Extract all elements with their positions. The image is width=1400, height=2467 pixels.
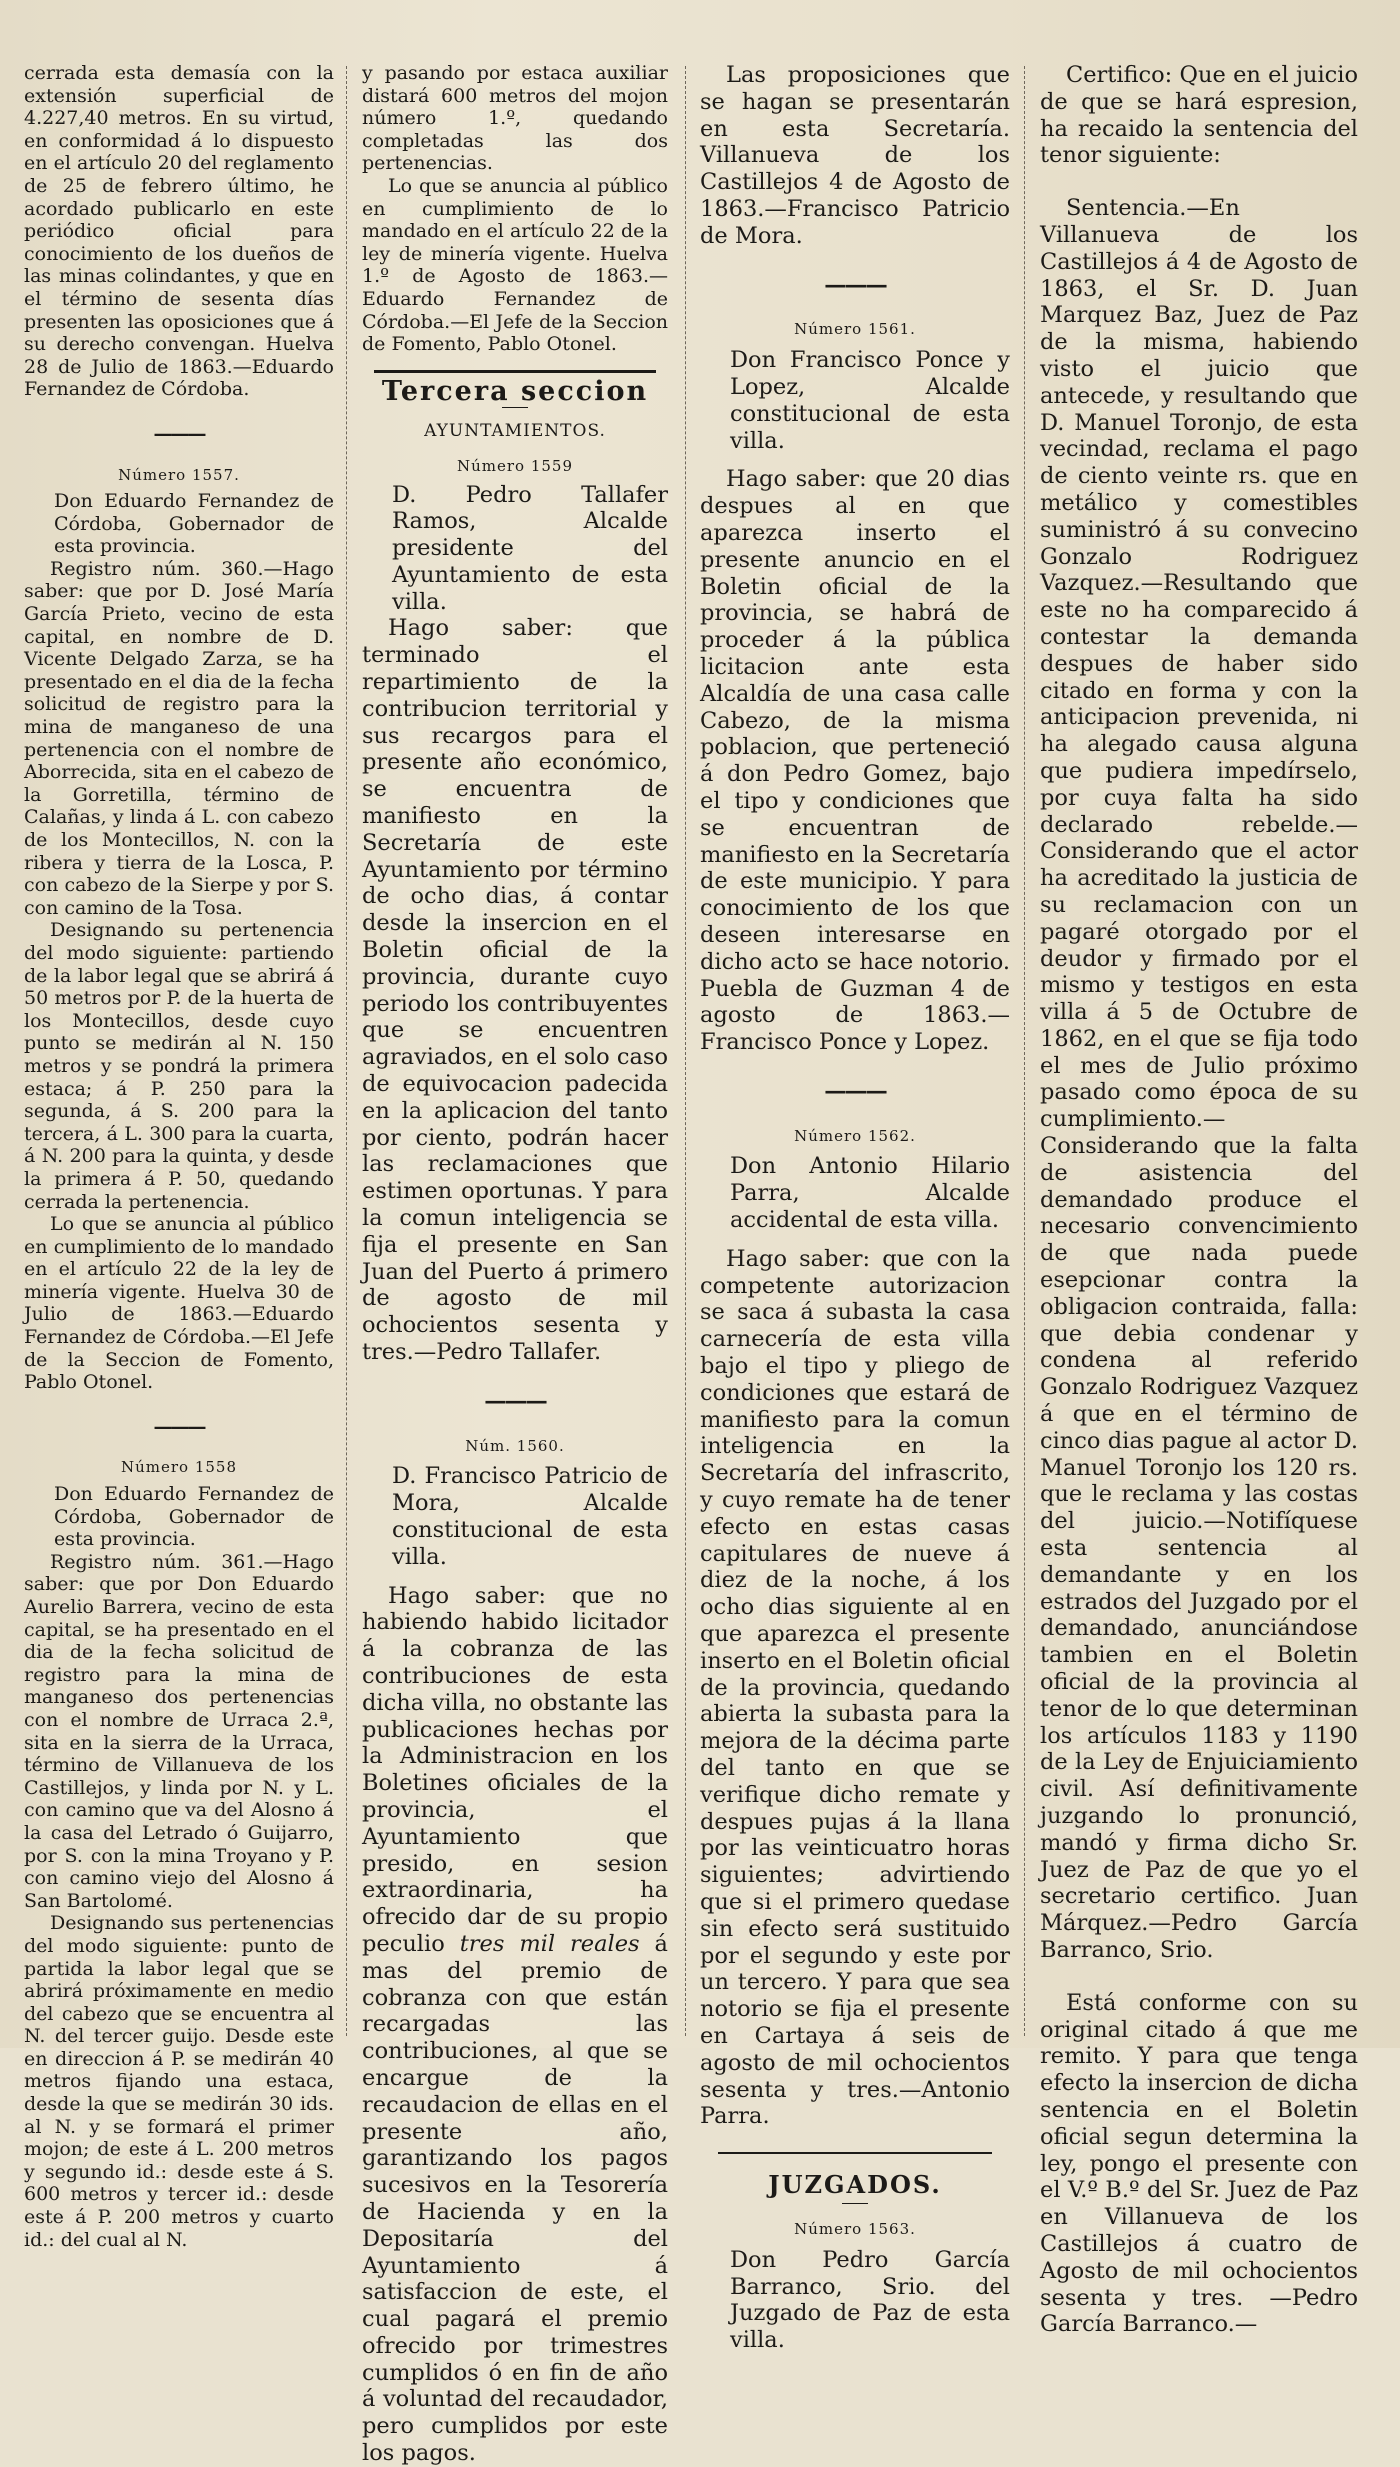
- notice-header: Don Eduardo Fernandez de Córdoba, Gobernador de esta provincia.: [54, 490, 334, 558]
- column-divider: [346, 66, 347, 2036]
- section-title: JUZGADOS.: [768, 2170, 942, 2200]
- short-rule: [502, 407, 528, 408]
- column-divider: [1024, 66, 1025, 2036]
- sentence-text: Sentencia.—En Villanueva de los Castillejos á 4 de Agosto de 1863, el Sr. D. Juan Marquez Baz, Juez de Paz de la misma, habiendo visto el juicio que antecede, y resultando que D. Manuel Toronjo, de esta vecindad, reclama el pago de ciento veinte rs. que en metálico y comestibles suministró á su convecino Gonzalo Rodriguez Vazquez.—Resultando que este no ha comparecido á contestar la demanda despues de haber sido citado en forma y con la anticipacion prevenida, ni ha alegado causa alguna que pudiera impedírselo, por cuya falta ha sido declarado rebelde.—Considerando que el actor ha acreditado la justicia de su reclamacion con un pagaré otorgado por el deudor y firmado por el mismo y testigos en esta villa á 5 de Octubre de 1862, en el que se fija todo el mes de Julio próximo pasado como época de su cumplimiento.—Considerando que la falta de asistencia del demandado produce el necesario convencimiento de que nada puede esepcionar contra la obligacion contraida, falla: que debia condenar y condena al referido Gonzalo Rodriguez Vazquez á que en el término de cinco dias pague al actor D. Manuel Toronjo los 120 rs. que le reclama y las costas del juicio.—Notifíquese esta sentencia al demandante y en los estrados del Juzgado por el demandado, anunciándose tambien en el Boletin oficial de la provincia al tenor de lo que determinan los artículos 1183 y 1190 de la Ley de Enjuiciamiento civil. Así definitivamente juzgando lo pronunció, mandó y firma dicho Sr. Juez de Paz de que yo el secretario certifico. Juan Márquez.—Pedro García Barranco, Srio.: [1040, 195, 1358, 1963]
- notice-header: Don Pedro García Barranco, Srio. del Juzgado de Paz de esta villa.: [730, 2246, 1010, 2354]
- section-rule: [718, 2152, 992, 2154]
- notice-continuation: cerrada esta demasía con la extensión superficial de 4.227,40 metros. En su virtud, en conformidad á lo dispuesto en el artículo 20 del reglamento de 25 de febrero último, he acordado publicarlo en este periódico oficial para conocimiento de los dueños de las minas colindantes, y que en el término de sesenta días presenten las oposiciones que á su derecho convengan. Huelva 28 de Julio de 1863.—Eduardo Fernandez de Córdoba.: [24, 62, 334, 401]
- notice-body-text: á mas del premio de cobranza con que están recargadas las contribuciones, al que se encargue de la recaudacion de ellas en el presente año, garantizando los pagos sucesivos en la Tesorería de Hacienda y en la Depositaría del Ayuntamiento á satisfaccion de este, el cual pagará el premio ofrecido por trimestres cumplidos ó en fin de año á voluntad del recaudador, pero cumplidos por este los pagos.: [362, 1930, 668, 2467]
- notice-continuation: Las proposiciones que se hagan se presentarán en esta Secretaría. Villanueva de los Castillejos 4 de Agosto de 1863.—Francisco Patricio de Mora.: [700, 62, 1010, 249]
- notice-header: Don Antonio Hilario Parra, Alcalde accidental de esta villa.: [730, 1153, 1010, 1234]
- column-4: [1040, 62, 1358, 2338]
- separator: ———: [824, 1077, 886, 1104]
- notice-body: Lo que se anuncia al público en cumplimiento de lo mandado en el artículo 22 de la ley de minería vigente. Huelva 1.º de Agosto de 1863.—Eduardo Fernandez de Córdoba.—El Jefe de la Seccion de Fomento, Pablo Otonel.: [362, 174, 668, 356]
- emphasis-amount: tres mil reales: [459, 1930, 640, 1957]
- notice-continuation: y pasando por estaca auxiliar distará 600 metros del mojon número 1.º, quedando completadas las dos pertenencias.: [362, 62, 668, 175]
- sub-section-title: AYUNTAMIENTOS.: [424, 421, 606, 442]
- notice-body: Registro núm. 360.—Hago saber: que por D. José María García Prieto, vecino de esta capital, en nombre de D. Vicente Delgado Zarza, se ha presentado en el dia de la fecha solicitud de registro para la mina de manganeso de una pertenencia con el nombre de Aborrecida, sita en el cabezo de la Gorretilla, término de Calañas, y linda á L. con cabezo de los Montecillos, N. con la ribera y tierra de la Losca, P. con cabezo de la Sierpe y por S. con camino de la Tosa.: [24, 557, 334, 919]
- notice-header: Don Francisco Ponce y Lopez, Alcalde constitucional de esta villa.: [730, 347, 1010, 454]
- notice-body: Hago saber: que con la competente autorizacion se saca á subasta la casa carnecería de esta villa bajo el tipo y pliego de condiciones que estará de manifiesto para la comun inteligencia en la Secretaría del infrascrito, y cuyo remate ha de tener efecto en estas casas capitulares de nueve á diez de la noche, á los ocho dias siguiente al en que aparezca el presente inserto en el Boletin oficial de la provincia, quedando abierta la subasta para la mejora de la décima parte del tanto en que se verifique dicho remate y despues pujas á la llana por las veinticuatro horas siguientes; advirtiendo que si el primero quedase sin efecto será sustituido por el segundo y este por un tercero. Y para que sea notorio se fija el presente en Cartaya á seis de agosto de mil ochocientos sesenta y tres.—Antonio Parra.: [700, 1245, 1010, 2130]
- notice-body: Lo que se anuncia al público en cumplimiento de lo mandado en el artículo 22 de la ley de minería vigente. Huelva 30 de Julio de 1863.—Eduardo Fernandez de Córdoba.—El Jefe de la Seccion de Fomento, Pablo Otonel.: [24, 1213, 334, 1394]
- notice-body: [362, 1583, 668, 2467]
- separator: ———: [153, 1415, 205, 1438]
- notice-continuation: Certifico: Que en el juicio de que se hará espresion, ha recaido la sentencia del tenor siguiente:: [1040, 62, 1358, 169]
- column-2: [362, 62, 668, 2467]
- column-3: [700, 62, 1010, 2354]
- notice-header: D. Pedro Tallafer Ramos, Alcalde presidente del Ayuntamiento de esta villa.: [392, 481, 668, 615]
- separator: ———: [153, 422, 205, 445]
- section-title: Tercera seccion: [381, 375, 649, 407]
- section-rule: [374, 370, 656, 373]
- notice-body: Hago saber: que 20 dias despues al en que aparezca inserto el presente anuncio en el Boletin oficial de la provincia, se habrá de proceder á la pública licitacion ante esta Alcaldía de una casa calle Cabezo, de la misma poblacion, que perteneció á don Pedro Gomez, bajo el tipo y condiciones que se encuentran de manifiesto en la Secretaría de este municipio. Y para conocimiento de los que deseen interesarse en dicho acto se hace notorio. Puebla de Guzman 4 de agosto de 1863.—Francisco Ponce y Lopez.: [700, 466, 1010, 1056]
- column-1: [24, 62, 334, 2251]
- notice-header: Don Eduardo Fernandez de Córdoba, Gobernador de esta provincia.: [54, 1483, 334, 1551]
- notice-body: Registro núm. 361.—Hago saber: que por Don Eduardo Aurelio Barrera, vecino de esta capital, se ha presentado en el dia de la fecha solicitud de registro para la mina de manganeso dos pertenencias con el nombre de Urraca 2.ª, sita en la sierra de la Urraca, término de Villanueva de los Castillejos, y linda por N. y L. con camino que va del Alosno á la casa del Letrado ó Guijarro, por S. con la mina Troyano y P. con camino viejo del Alosno á San Bartolomé.: [24, 1550, 334, 1912]
- notice-body-text: Hago saber: que no habiendo habido licitador á la cobranza de las contribuciones de esta dicha villa, no obstante las publicaciones hechas por la Administracion en los Boletines oficiales de la provincia, el Ayuntamiento que presido, en sesion extraordinaria, ha ofrecido dar de su propio peculio: [362, 1582, 668, 1957]
- separator: ———: [824, 271, 886, 298]
- notice-body: Designando su pertenencia del modo siguiente: partiendo de la labor legal que se abrirá á 50 metros por P. de la huerta de los Montecillos, desde cuyo punto se medirán al N. 150 metros y se pondrá la primera estaca; á P. 250 para la segunda, á S. 200 para la tercera, á L. 300 para la cuarta, á N. 200 para la quinta, y desde la primera á P. 50, quedando cerrada la pertenencia.: [24, 919, 334, 1213]
- notice-header: D. Francisco Patricio de Mora, Alcalde constitucional de esta villa.: [392, 1463, 668, 1570]
- separator: ———: [484, 1387, 546, 1414]
- notice-body: Designando sus pertenencias del modo siguiente: punto de partida la labor legal que se abrirá próximamente en medio del cabezo que se encuentra al N. del tercer guijo. Desde este en direccion á P. se medirán 40 metros fijando una estaca, desde la que se medirán 30 ids. al N. y se formará el primer mojon; de este á L. 200 metros y segundo id.: desde este á S. 600 metros y tercer id.: desde este á P. 200 metros y cuarto id.: del cual al N.: [24, 1912, 334, 2251]
- notice-number: Número 1562.: [794, 1126, 916, 1145]
- notice-number: Número 1557.: [118, 465, 240, 484]
- notice-body: Está conforme con su original citado á que me remito. Y para que tenga efecto la insercion de dicha sentencia en el Boletin oficial segun determina la ley, pongo el presente con el V.º B.º del Sr. Juez de Paz en Villanueva de los Castillejos á cuatro de Agosto de mil ochocientos sesenta y tres. —Pedro García Barranco.—: [1040, 1989, 1358, 2338]
- notice-number: Número 1561.: [794, 320, 916, 339]
- notice-number: Número 1563.: [794, 2219, 916, 2238]
- notice-number: Número 1559: [456, 456, 574, 475]
- notice-number: Núm. 1560.: [465, 1436, 565, 1455]
- notice-body: Hago saber: que terminado el repartimiento de la contribucion territorial y sus recargos para el presente año económico, se encuentra de manifiesto en la Secretaría de este Ayuntamiento por término de ocho dias, á contar desde la insercion en el Boletin oficial de la provincia, durante cuyo periodo los contribuyentes que se encuentren agraviados, en el solo caso de equivocacion padecida en la aplicacion del tanto por ciento, podrán hacer las reclamaciones que estimen oportunas. Y para la comun inteligencia se fija el presente en San Juan del Puerto á primero de agosto de mil ochocientos sesenta y tres.—Pedro Tallafer.: [362, 615, 668, 1365]
- short-rule: [842, 2203, 868, 2204]
- notice-number: Número 1558: [120, 1458, 238, 1477]
- column-divider: [685, 66, 686, 2036]
